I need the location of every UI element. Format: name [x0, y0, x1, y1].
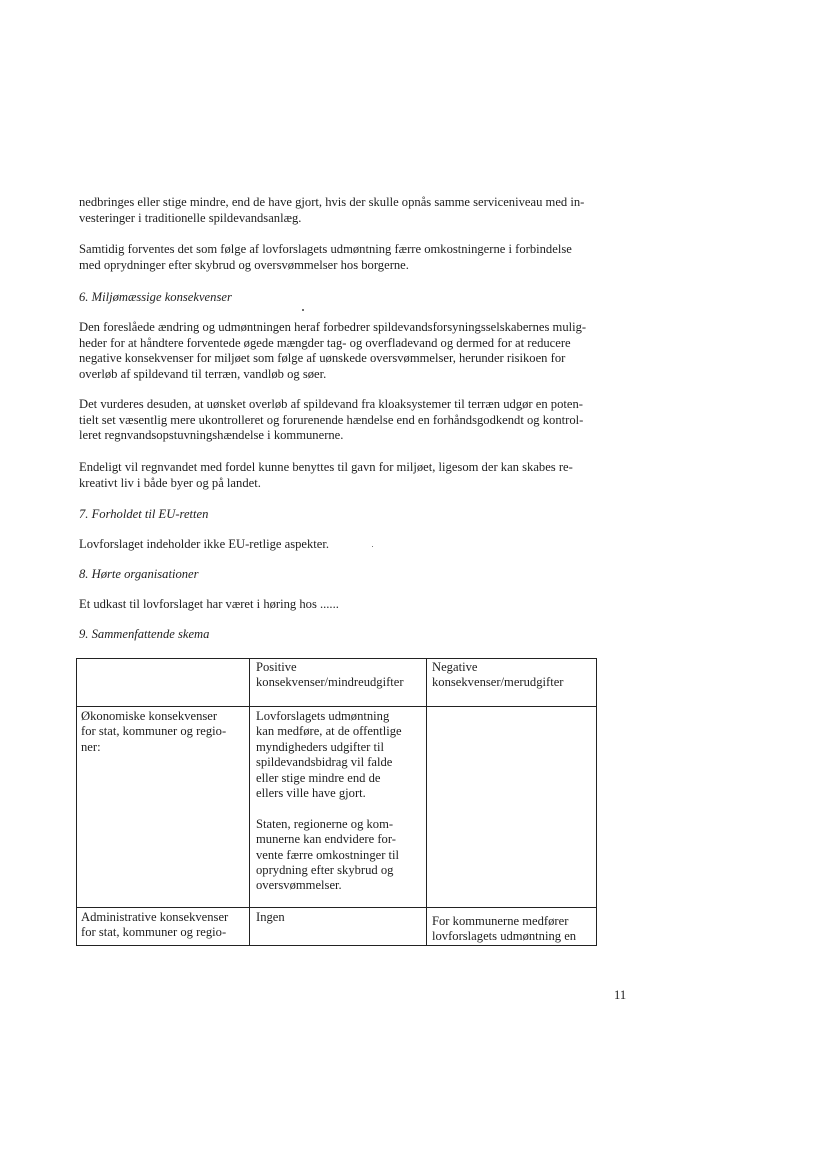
text-line: Endeligt vil regnvandet med fordel kunne benyttes til gavn for miljøet, ligesom der kan skabes re- — [79, 460, 573, 474]
summary-table — [76, 658, 597, 946]
section-heading: 9. Sammenfattende skema — [79, 627, 210, 641]
table-divider — [77, 706, 596, 707]
text-line: For kommunerne medfører — [432, 914, 569, 928]
paragraph — [79, 460, 624, 491]
paragraph — [79, 597, 624, 613]
table-cell-negative — [432, 914, 576, 945]
text-line: negative konsekvenser for miljøet som følge af uønskede oversvømmelser, herunder risikoen for — [79, 351, 566, 366]
text-line: konsekvenser/mindreudgifter — [256, 675, 404, 690]
text-line: Den foreslåede ændring og udmøntningen heraf forbedrer spildevandsforsyningsselskabernes mulig- — [79, 320, 587, 334]
text-line: myndigheders udgifter til — [256, 739, 385, 754]
text-line: eller stige mindre end de — [256, 770, 381, 785]
text-line: heder for at håndtere forventede øgede mængder tag- og overfladevand og dermed for at reducere — [79, 335, 571, 350]
text-line: Et udkast til lovforslaget har været i høring hos ...... — [79, 597, 339, 611]
text-line: Samtidig forventes det som følge af lovforslagets udmøntning færre omkostningerne i forbindelse — [79, 242, 572, 256]
table-row-label — [81, 709, 226, 755]
text-line: overløb af spildevand til terræn, vandløb og søer. — [79, 366, 327, 381]
table-cell-positive — [256, 910, 285, 925]
text-line: kan medføre, at de offentlige — [256, 724, 402, 739]
text-line: kreativt liv i både byer og på landet. — [79, 475, 261, 490]
section-heading: 8. Hørte organisationer — [79, 567, 199, 581]
text-line: Det vurderes desuden, at uønsket overløb af spildevand fra kloaksystemer til terræn udgør en poten- — [79, 397, 583, 411]
text-line: ner: — [81, 739, 101, 754]
text-line: vente færre omkostninger til — [256, 847, 400, 862]
text-line: Økonomiske konsekvenser — [81, 709, 218, 723]
table-cell-positive — [256, 709, 402, 894]
text-line: ellers ville have gjort. — [256, 786, 366, 801]
text-line: oversvømmelser. — [256, 878, 342, 893]
text-line: Administrative konsekvenser — [81, 910, 229, 924]
table-divider — [249, 659, 250, 945]
text-line: oprydning efter skybrud og — [256, 863, 394, 878]
paragraph — [79, 195, 624, 226]
text-line: Ingen — [256, 910, 285, 924]
table-header-negative — [432, 660, 564, 691]
text-line: leret regnvandsopstuvningshændelse i kommunerne. — [79, 428, 344, 443]
text-line: munerne kan endvidere for- — [256, 832, 396, 847]
table-header-positive — [256, 660, 404, 691]
text-line — [256, 801, 402, 816]
text-line: spildevandsbidrag vil falde — [256, 755, 393, 770]
paragraph — [79, 397, 624, 444]
text-line: vesteringer i traditionelle spildevandsanlæg. — [79, 210, 302, 225]
scan-speck — [372, 546, 373, 547]
text-line: nedbringes eller stige mindre, end de have gjort, hvis der skulle opnås samme serviceniveau med in- — [79, 195, 585, 209]
table-row-label — [81, 910, 228, 941]
text-line: Negative — [432, 660, 478, 674]
text-line: for stat, kommuner og regio- — [81, 724, 227, 739]
paragraph — [79, 242, 624, 273]
section-heading: 7. Forholdet til EU-retten — [79, 507, 209, 521]
page-number: 11 — [614, 988, 627, 1002]
text-line: for stat, kommuner og regio- — [81, 925, 227, 940]
text-line: tielt set væsentlig mere ukontrolleret og forurenende hændelse end en forhåndsgodkendt og kontrol- — [79, 412, 584, 427]
scan-speck — [302, 309, 304, 311]
table-divider — [426, 659, 427, 945]
text-line: med oprydninger efter skybrud og oversvømmelser hos borgerne. — [79, 257, 409, 272]
paragraph — [79, 320, 624, 382]
table-divider — [77, 907, 596, 908]
paragraph — [79, 537, 624, 553]
text-line: lovforslagets udmøntning en — [432, 929, 577, 944]
text-line: konsekvenser/merudgifter — [432, 675, 564, 690]
text-line: Lovforslaget indeholder ikke EU-retlige aspekter. — [79, 537, 330, 551]
text-line: Lovforslagets udmøntning — [256, 709, 390, 723]
section-heading: 6. Miljømæssige konsekvenser — [79, 290, 232, 304]
text-line: Positive — [256, 660, 297, 674]
text-line: Staten, regionerne og kom- — [256, 816, 394, 831]
